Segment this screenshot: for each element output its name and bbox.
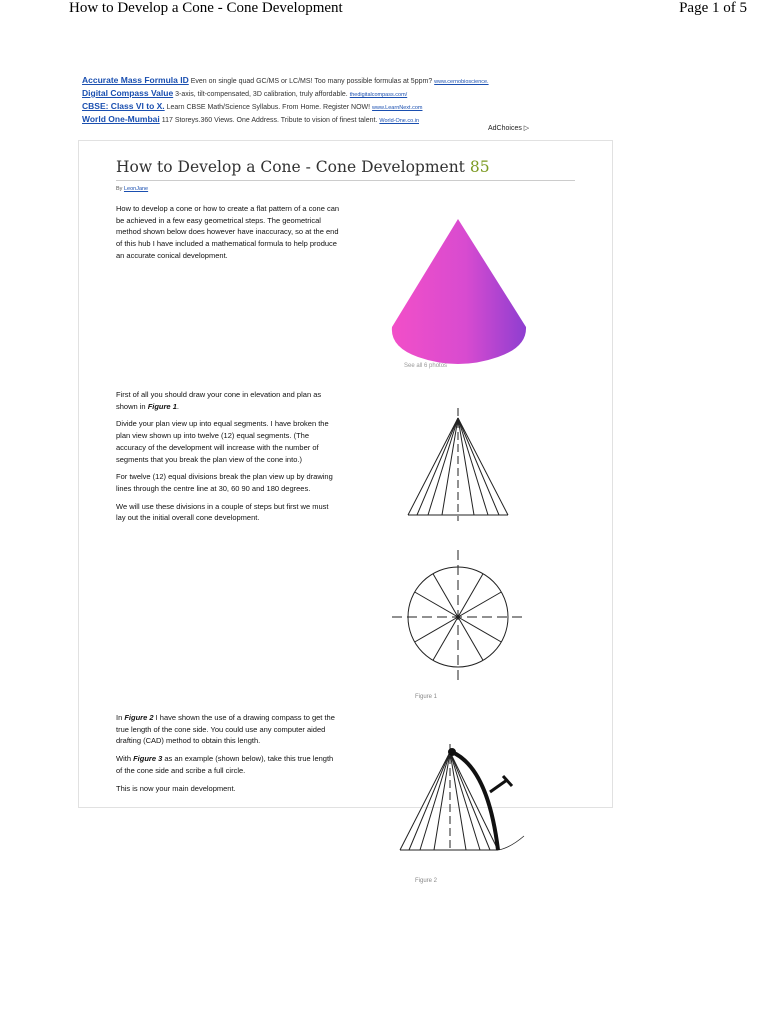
ad-text: 117 Storeys.360 Views. One Address. Tribute to vision of finest talent.	[161, 117, 378, 124]
paragraph: Divide your plan view up into equal segments. I have broken the plan view shown up into twelve (12) equal segments. (The accuracy of the development will increase with the number of segments that you break the plan view of the cone into.)	[116, 419, 329, 464]
cone-image[interactable]	[388, 215, 530, 375]
p5-before: In	[116, 713, 125, 722]
byline	[116, 186, 148, 192]
figure1-text	[116, 389, 340, 530]
hub-score: 85	[469, 158, 490, 176]
article-title-text: How to Develop a Cone - Cone Development	[116, 158, 465, 176]
page-number: Page 1 of 5	[679, 0, 747, 16]
ad-item	[82, 101, 552, 114]
ad-title-link[interactable]: Digital Compass Value	[82, 88, 174, 98]
paragraph	[116, 712, 340, 747]
ad-title-link[interactable]: Accurate Mass Formula ID	[82, 75, 189, 85]
title-divider	[116, 180, 575, 181]
article-title	[116, 158, 490, 176]
page-header-title: How to Develop a Cone - Cone Development	[69, 0, 343, 16]
ad-url-link[interactable]: thedigitalcompass.com/	[349, 92, 408, 98]
ad-title-link[interactable]: CBSE: Class VI to X.	[82, 101, 165, 111]
p5-after: I have shown the use of a drawing compass to get the true length of the cone side. You could use any computer aided drafting (CAD) method to obtain this length.	[116, 713, 335, 746]
adchoices-link[interactable]: AdChoices ▷	[488, 125, 530, 132]
figure2-caption: Figure 2	[415, 878, 438, 884]
p6-after: as an example (shown below), take this true length of the cone side and scribe a full circle.	[116, 754, 334, 775]
p1-after: .	[176, 401, 179, 411]
figure2-text	[116, 712, 340, 800]
intro-text: How to develop a cone or how to create a flat pattern of a cone can be achieved in a few easy geometrical steps. The geometrical method shown below does however have inaccuracy, so at the end of this hub I have included a mathematical formula to help produce an accurate conical development.	[116, 204, 340, 260]
figure-reference: Figure 3	[133, 754, 163, 764]
p6-before: With	[116, 754, 134, 764]
ad-url-link[interactable]: World-One.co.in	[379, 118, 420, 124]
p1-before: First of all you should draw your cone in elevation and plan as shown in	[116, 390, 322, 411]
ad-text: Learn CBSE Math/Science Syllabus. From Home. Register NOW!	[166, 104, 371, 111]
ad-url-link[interactable]: www.cernobioscience.	[434, 79, 489, 85]
photo-caption: See all 6 photos	[404, 363, 448, 369]
ad-item	[82, 114, 552, 127]
author-link[interactable]: LeonJane	[123, 186, 149, 192]
compass-drawing	[392, 740, 532, 864]
ad-text: 3-axis, tilt-compensated, 3D calibration, truly affordable.	[175, 91, 348, 98]
intro-paragraph	[116, 203, 340, 268]
paragraph	[116, 753, 340, 776]
paragraph	[116, 389, 340, 412]
paragraph: For twelve (12) equal divisions break the plan view up by drawing lines through the centre line at 30, 60 90 and 180 degrees.	[116, 472, 333, 493]
paragraph: This is now your main development.	[116, 783, 236, 793]
ad-item	[82, 88, 552, 101]
cone-shape	[392, 219, 526, 364]
cone-elevation-drawing	[400, 400, 520, 522]
ad-item	[82, 75, 552, 88]
ad-url-link[interactable]: www.LearnNext.com	[372, 105, 423, 111]
figure-reference: Figure 1	[147, 401, 177, 411]
byline-prefix: By	[116, 186, 123, 192]
ad-text: Even on single quad GC/MS or LC/MS! Too many possible formulas at 5ppm?	[190, 78, 433, 85]
paragraph: We will use these divisions in a couple of steps but first we must lay out the initial overall cone development.	[116, 501, 329, 523]
cone-plan-view-drawing	[392, 550, 526, 684]
figure-reference: Figure 2	[124, 713, 154, 722]
ad-title-link[interactable]: World One-Mumbai	[82, 114, 160, 124]
ad-block	[82, 75, 552, 127]
figure1-caption: Figure 1	[415, 694, 438, 700]
